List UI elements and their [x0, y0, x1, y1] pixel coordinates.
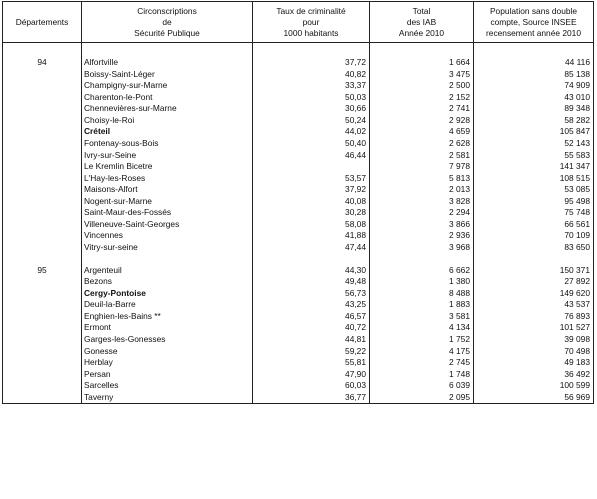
departement-empty-cell [3, 138, 81, 150]
population-value: 101 527 [559, 322, 590, 333]
circonscription-name: Chennevières-sur-Marne [84, 103, 177, 114]
population-value: 76 893 [564, 310, 590, 321]
departement-empty-cell [3, 288, 81, 300]
taux-value: 50,24 [345, 114, 366, 125]
header-total-iab: Total des IAB Année 2010 [370, 2, 474, 43]
population-value: 75 748 [564, 207, 590, 218]
total-iab-value: 2 745 [449, 357, 470, 368]
departement-empty-cell [3, 115, 81, 127]
total-iab-value: 4 175 [449, 345, 470, 356]
departement-empty-cell [3, 92, 81, 104]
population-value: 89 348 [564, 103, 590, 114]
circonscription-name: Gonesse [84, 345, 118, 356]
total-iab-value: 3 828 [449, 195, 470, 206]
taux-value: 59,22 [345, 345, 366, 356]
population-value: 39 098 [564, 333, 590, 344]
row-spacer [370, 254, 473, 265]
departement-empty-cell [3, 334, 81, 346]
taux-value: 36,77 [345, 391, 366, 402]
population-value: 52 143 [564, 137, 590, 148]
taux-value: 55,81 [345, 357, 366, 368]
departement-column [3, 43, 82, 404]
population-value: 149 620 [559, 287, 590, 298]
departement-empty-cell [3, 219, 81, 231]
row-spacer [3, 43, 81, 57]
population-value: 49 183 [564, 357, 590, 368]
population-value: 150 371 [559, 264, 590, 275]
population-value: 56 969 [564, 391, 590, 402]
departement-empty-cell [3, 392, 81, 404]
taux-value: 47,90 [345, 368, 366, 379]
population-value: 36 492 [564, 368, 590, 379]
taux-value: 30,66 [345, 103, 366, 114]
total-iab-value: 1 748 [449, 368, 470, 379]
departement-empty-cell [3, 346, 81, 358]
circonscription-name: Garges-les-Gonesses [84, 333, 166, 344]
departement-label: 94 [37, 57, 47, 67]
population-value: 83 650 [564, 242, 590, 252]
header-population: Population sans double compte, Source INSEE recensement année 2010 [474, 2, 594, 43]
total-iab-value: 2 294 [449, 207, 470, 218]
total-iab-value: 1 883 [449, 299, 470, 310]
taux-value: 44,30 [345, 264, 366, 275]
total-iab-value: 1 752 [449, 333, 470, 344]
population-value: 53 085 [564, 184, 590, 195]
crime-statistics-table [2, 1, 594, 404]
circonscription-name: Le Kremlin Bicetre [84, 161, 153, 172]
header-circonscriptions: Circonscriptions de Sécurité Publique [82, 2, 253, 43]
total-iab-value: 6 039 [449, 380, 470, 391]
taux-value: 44,81 [345, 333, 366, 344]
table-body-row [3, 43, 594, 404]
departement-empty-cell [3, 207, 81, 219]
departement-empty-cell [3, 299, 81, 311]
taux-value: 49,48 [345, 276, 366, 287]
total-iab-value: 3 866 [449, 218, 470, 229]
total-column [370, 43, 474, 404]
circonscription-name: Enghien-les-Bains ** [84, 310, 161, 321]
circonscription-name: Persan [84, 368, 111, 379]
taux-value: 50,40 [345, 137, 366, 148]
departement-empty-cell [3, 380, 81, 392]
row-spacer [253, 43, 369, 57]
circonscription-name: Argenteuil [84, 264, 122, 275]
circonscription-name: Créteil [84, 126, 111, 137]
total-iab-value: 4 134 [449, 322, 470, 333]
circonscription-name: Alfortville [84, 57, 118, 67]
row-spacer [474, 43, 593, 57]
departement-empty-cell [3, 242, 81, 254]
row-spacer [474, 254, 593, 265]
departement-empty-cell [3, 276, 81, 288]
circonscription-name: Saint-Maur-des-Fossés [84, 207, 172, 218]
population-value: 70 109 [564, 230, 590, 241]
circonscription-name: Boissy-Saint-Léger [84, 68, 155, 79]
taux-value: 60,03 [345, 380, 366, 391]
table-header-row [3, 2, 594, 43]
total-iab-value: 2 095 [449, 391, 470, 402]
circonscription-name: Villeneuve-Saint-Georges [84, 218, 180, 229]
population-value: 55 583 [564, 149, 590, 160]
departement-empty-cell [3, 80, 81, 92]
departement-empty-cell [3, 357, 81, 369]
taux-value: 56,73 [345, 287, 366, 298]
total-iab-value: 7 978 [449, 161, 470, 172]
population-value: 74 909 [564, 80, 590, 91]
row-spacer [3, 254, 81, 265]
population-value: 108 515 [559, 172, 590, 183]
circonscription-name: Fontenay-sous-Bois [84, 137, 159, 148]
circonscription-name: L'Hay-les-Roses [84, 172, 146, 183]
row-spacer [370, 43, 473, 57]
circonscription-name: Cergy-Pontoise [84, 287, 146, 298]
departement-empty-cell [3, 161, 81, 173]
row-spacer [82, 254, 252, 265]
circonscription-name: Champigny-sur-Marne [84, 80, 168, 91]
population-value: 43 010 [564, 91, 590, 102]
departement-empty-cell [3, 69, 81, 81]
circonscription-name: Ermont [84, 322, 111, 333]
taux-value: 33,37 [345, 80, 366, 91]
population-value: 141 347 [559, 161, 590, 172]
total-iab-value: 2 928 [449, 114, 470, 125]
circonscription-name: Taverny [84, 391, 114, 402]
population-value: 105 847 [559, 126, 590, 137]
departement-empty-cell [3, 126, 81, 138]
population-value: 95 498 [564, 195, 590, 206]
total-iab-value: 2 741 [449, 103, 470, 114]
departement-empty-cell [3, 311, 81, 323]
circonscription-name: Deuil-la-Barre [84, 299, 136, 310]
total-iab-value: 1 380 [449, 276, 470, 287]
departement-empty-cell [3, 184, 81, 196]
circonscription-name: Vincennes [84, 230, 123, 241]
taux-value: 44,02 [345, 126, 366, 137]
circonscription-column [82, 43, 253, 404]
population-value: 43 537 [564, 299, 590, 310]
circonscription-name: Sarcelles [84, 380, 119, 391]
header-departements: Départements [3, 2, 82, 43]
departement-empty-cell [3, 103, 81, 115]
taux-value: 30,28 [345, 207, 366, 218]
taux-value: 58,08 [345, 218, 366, 229]
taux-value: 40,82 [345, 68, 366, 79]
taux-value: 53,57 [345, 172, 366, 183]
total-iab-value: 3 581 [449, 310, 470, 321]
taux-value: 43,25 [345, 299, 366, 310]
circonscription-name: Charenton-le-Pont [84, 91, 153, 102]
taux-value: 37,92 [345, 184, 366, 195]
departement-empty-cell [3, 322, 81, 334]
total-iab-value: 1 664 [449, 57, 470, 67]
taux-value: 46,44 [345, 149, 366, 160]
departement-empty-cell [3, 230, 81, 242]
total-iab-value: 6 662 [449, 264, 470, 275]
total-iab-value: 3 475 [449, 68, 470, 79]
total-iab-value: 5 813 [449, 172, 470, 183]
total-iab-value: 2 581 [449, 149, 470, 160]
population-value: 66 561 [564, 218, 590, 229]
departement-empty-cell [3, 150, 81, 162]
circonscription-name: Choisy-le-Roi [84, 114, 135, 125]
total-iab-value: 8 488 [449, 287, 470, 298]
taux-column [253, 43, 370, 404]
total-iab-value: 3 968 [449, 242, 470, 252]
taux-value [253, 161, 369, 173]
population-column [474, 43, 594, 404]
taux-value: 50,03 [345, 91, 366, 102]
total-iab-value: 2 500 [449, 80, 470, 91]
total-iab-value: 2 152 [449, 91, 470, 102]
population-value: 44 116 [565, 57, 590, 67]
total-iab-value: 2 013 [449, 184, 470, 195]
taux-value: 40,08 [345, 195, 366, 206]
population-value: 70 498 [564, 345, 590, 356]
taux-value: 40,72 [345, 322, 366, 333]
departement-empty-cell [3, 173, 81, 185]
row-spacer [253, 254, 369, 265]
taux-value: 37,72 [345, 57, 366, 67]
population-value: 58 282 [564, 114, 590, 125]
total-iab-value: 4 659 [449, 126, 470, 137]
departement-label: 95 [37, 264, 47, 275]
circonscription-name: Ivry-sur-Seine [84, 149, 137, 160]
row-spacer [82, 43, 252, 57]
total-iab-value: 2 628 [449, 137, 470, 148]
circonscription-name: Maisons-Alfort [84, 184, 138, 195]
population-value: 85 138 [564, 68, 590, 79]
total-iab-value: 2 936 [449, 230, 470, 241]
population-value: 27 892 [564, 276, 590, 287]
taux-value: 47,44 [345, 242, 366, 252]
circonscription-name: Vitry-sur-seine [84, 242, 138, 252]
taux-value: 41,88 [345, 230, 366, 241]
taux-value: 46,57 [345, 310, 366, 321]
circonscription-name: Nogent-sur-Marne [84, 195, 152, 206]
departement-empty-cell [3, 369, 81, 381]
circonscription-name: Herblay [84, 357, 113, 368]
circonscription-name: Bezons [84, 276, 112, 287]
population-value: 100 599 [559, 380, 590, 391]
departement-empty-cell [3, 196, 81, 208]
header-taux-criminalite: Taux de criminalité pour 1000 habitants [253, 2, 370, 43]
